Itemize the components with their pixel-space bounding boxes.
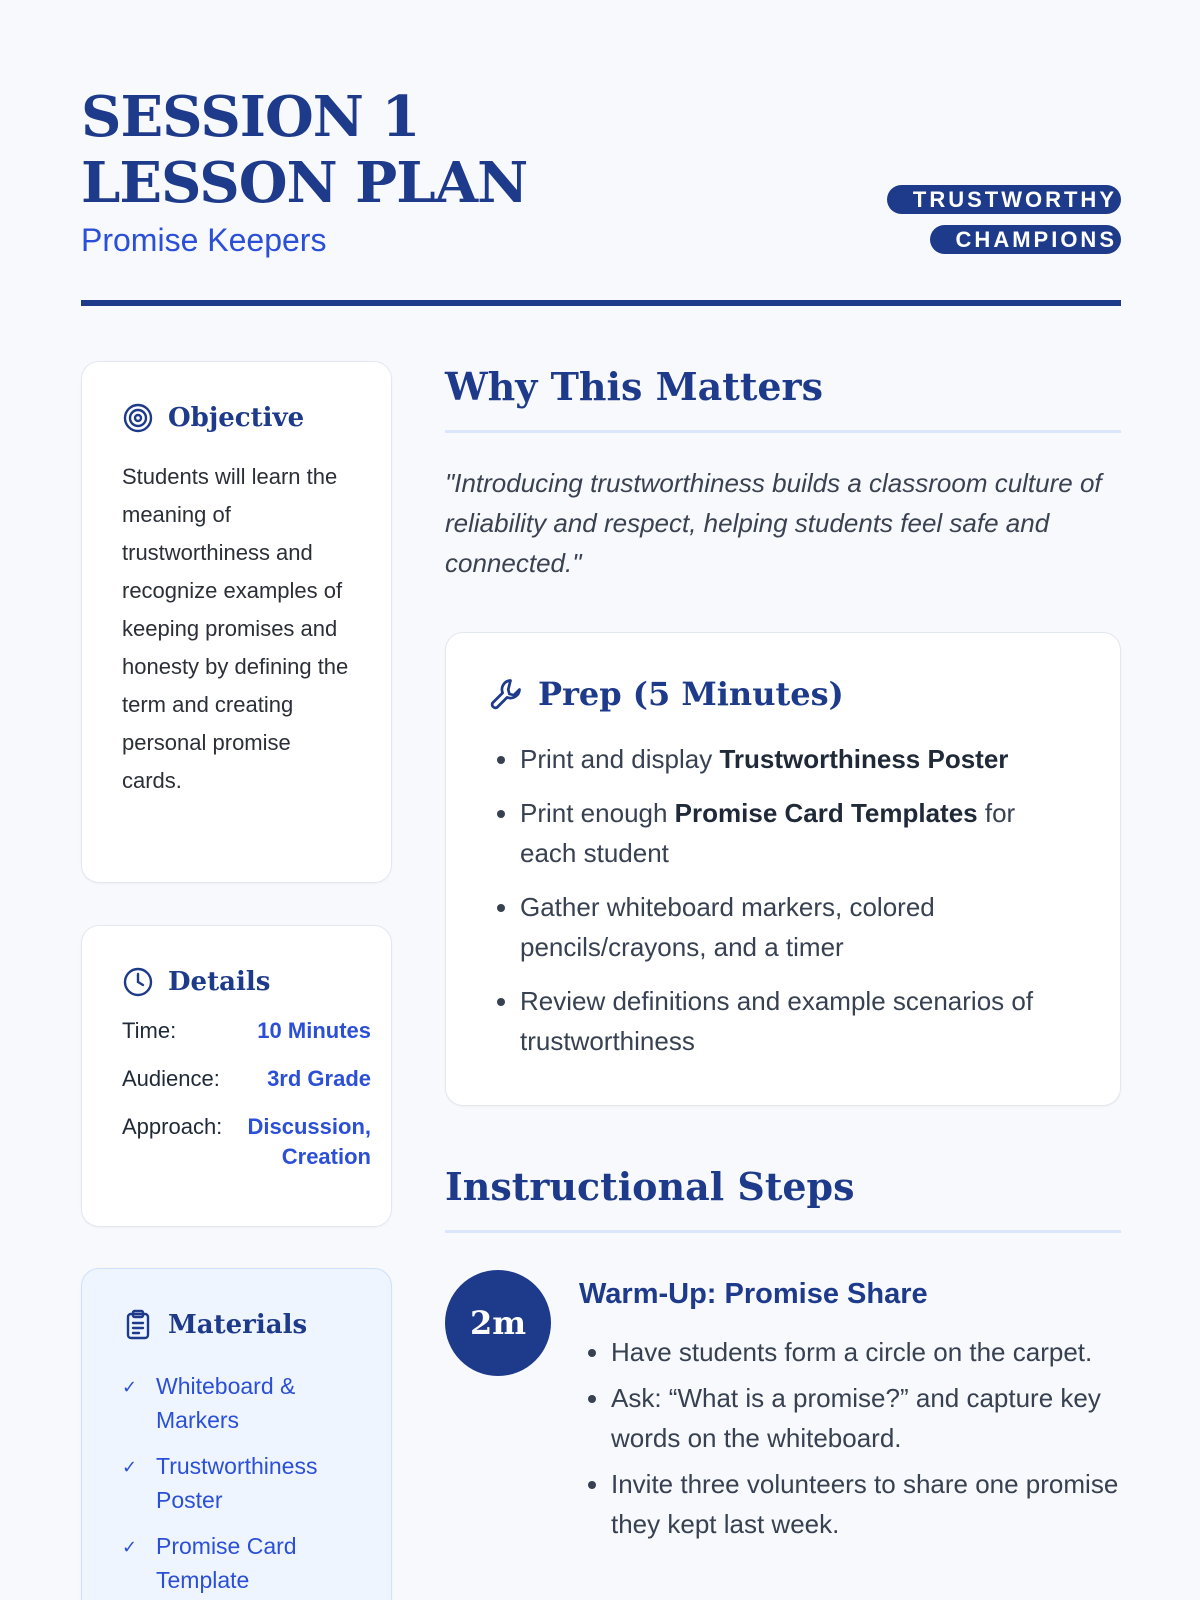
header-divider <box>81 300 1121 306</box>
list-item <box>520 793 1078 873</box>
program-badge <box>881 180 1121 260</box>
detail-row-audience <box>122 1064 371 1094</box>
material-label: Promise Card Template <box>156 1533 297 1593</box>
detail-value: Discussion, Creation <box>247 1114 371 1169</box>
materials-heading <box>122 1309 361 1341</box>
clipboard-icon <box>122 1309 154 1341</box>
list-item <box>122 1449 361 1517</box>
steps-section <box>445 1162 1121 1233</box>
prep-heading <box>488 675 1078 713</box>
section-divider <box>445 1230 1121 1233</box>
materials-card <box>81 1268 392 1600</box>
page-subtitle: Promise Keepers <box>81 222 327 258</box>
step-duration: 2m <box>469 1304 527 1342</box>
list-item <box>520 981 1078 1061</box>
prep-text: Print and display <box>520 744 720 774</box>
list-item <box>122 1529 361 1597</box>
check-icon: ✓ <box>122 1537 138 1557</box>
detail-label: Audience: <box>122 1066 220 1091</box>
why-quote: "Introducing trustworthiness builds a classroom culture of reliability and respect, helping students feel safe and connected." <box>445 468 1102 578</box>
list-item <box>122 1369 361 1437</box>
material-label: Whiteboard & Markers <box>156 1373 296 1433</box>
list-item: • Ask: “What is a promise?” and capture key words on the whiteboard. <box>611 1378 1121 1458</box>
detail-label: Approach: <box>122 1114 223 1139</box>
prep-text: for each student <box>520 798 1016 868</box>
step-body <box>579 1270 1121 1550</box>
detail-label: Time: <box>122 1018 177 1043</box>
prep-text-bold: Trustworthiness Poster <box>719 744 1009 774</box>
check-icon: ✓ <box>122 1457 138 1477</box>
materials-list <box>122 1369 361 1597</box>
detail-value: 3rd Grade <box>267 1066 371 1091</box>
objective-text: Students will learn the meaning of trustworthiness and recognize examples of keeping promises and honesty by defining the term and creating personal promise cards. <box>122 464 349 793</box>
objective-title: Objective <box>168 403 305 433</box>
objective-card <box>81 361 392 883</box>
step-list <box>579 1332 1121 1544</box>
prep-title: Prep (5 Minutes) <box>538 675 844 713</box>
page-title: SESSION 1 LESSON PLAN <box>81 84 528 216</box>
prep-text: Print enough <box>520 798 675 828</box>
list-item <box>520 739 1078 779</box>
details-heading <box>122 966 371 998</box>
details-card <box>81 925 392 1227</box>
section-divider <box>445 430 1121 433</box>
prep-text: Review definitions and example scenarios of trustworthiness <box>520 986 1034 1056</box>
materials-title: Materials <box>168 1310 308 1340</box>
prep-text-bold: Promise Card Templates <box>674 798 978 828</box>
section-title: Instructional Steps <box>445 1164 855 1209</box>
section-title: Why This Matters <box>445 364 823 409</box>
prep-card <box>445 632 1121 1106</box>
detail-value: 10 Minutes <box>257 1018 371 1043</box>
material-label: Trustworthiness Poster <box>156 1453 318 1513</box>
detail-row-approach <box>122 1112 371 1172</box>
prep-text: Gather whiteboard markers, colored pencils/crayons, and a timer <box>520 892 935 962</box>
list-item <box>520 887 1078 967</box>
clock-icon <box>122 966 154 998</box>
prep-list <box>488 739 1078 1061</box>
why-section <box>445 362 1121 583</box>
target-icon <box>122 402 154 434</box>
details-title: Details <box>168 967 271 997</box>
objective-heading <box>122 402 351 434</box>
step-duration-badge <box>445 1270 551 1376</box>
list-item: • Invite three volunteers to share one promise they kept last week. <box>611 1464 1121 1544</box>
program-badge-label: TRUSTWORTHY CHAMPIONS <box>887 185 1121 254</box>
list-item: • Have students form a circle on the carpet. <box>611 1332 1121 1372</box>
step-title: Warm-Up: Promise Share <box>579 1278 928 1310</box>
detail-row-time <box>122 1016 371 1046</box>
wrench-icon <box>488 676 524 712</box>
page-header <box>81 84 1121 304</box>
check-icon: ✓ <box>122 1377 138 1397</box>
